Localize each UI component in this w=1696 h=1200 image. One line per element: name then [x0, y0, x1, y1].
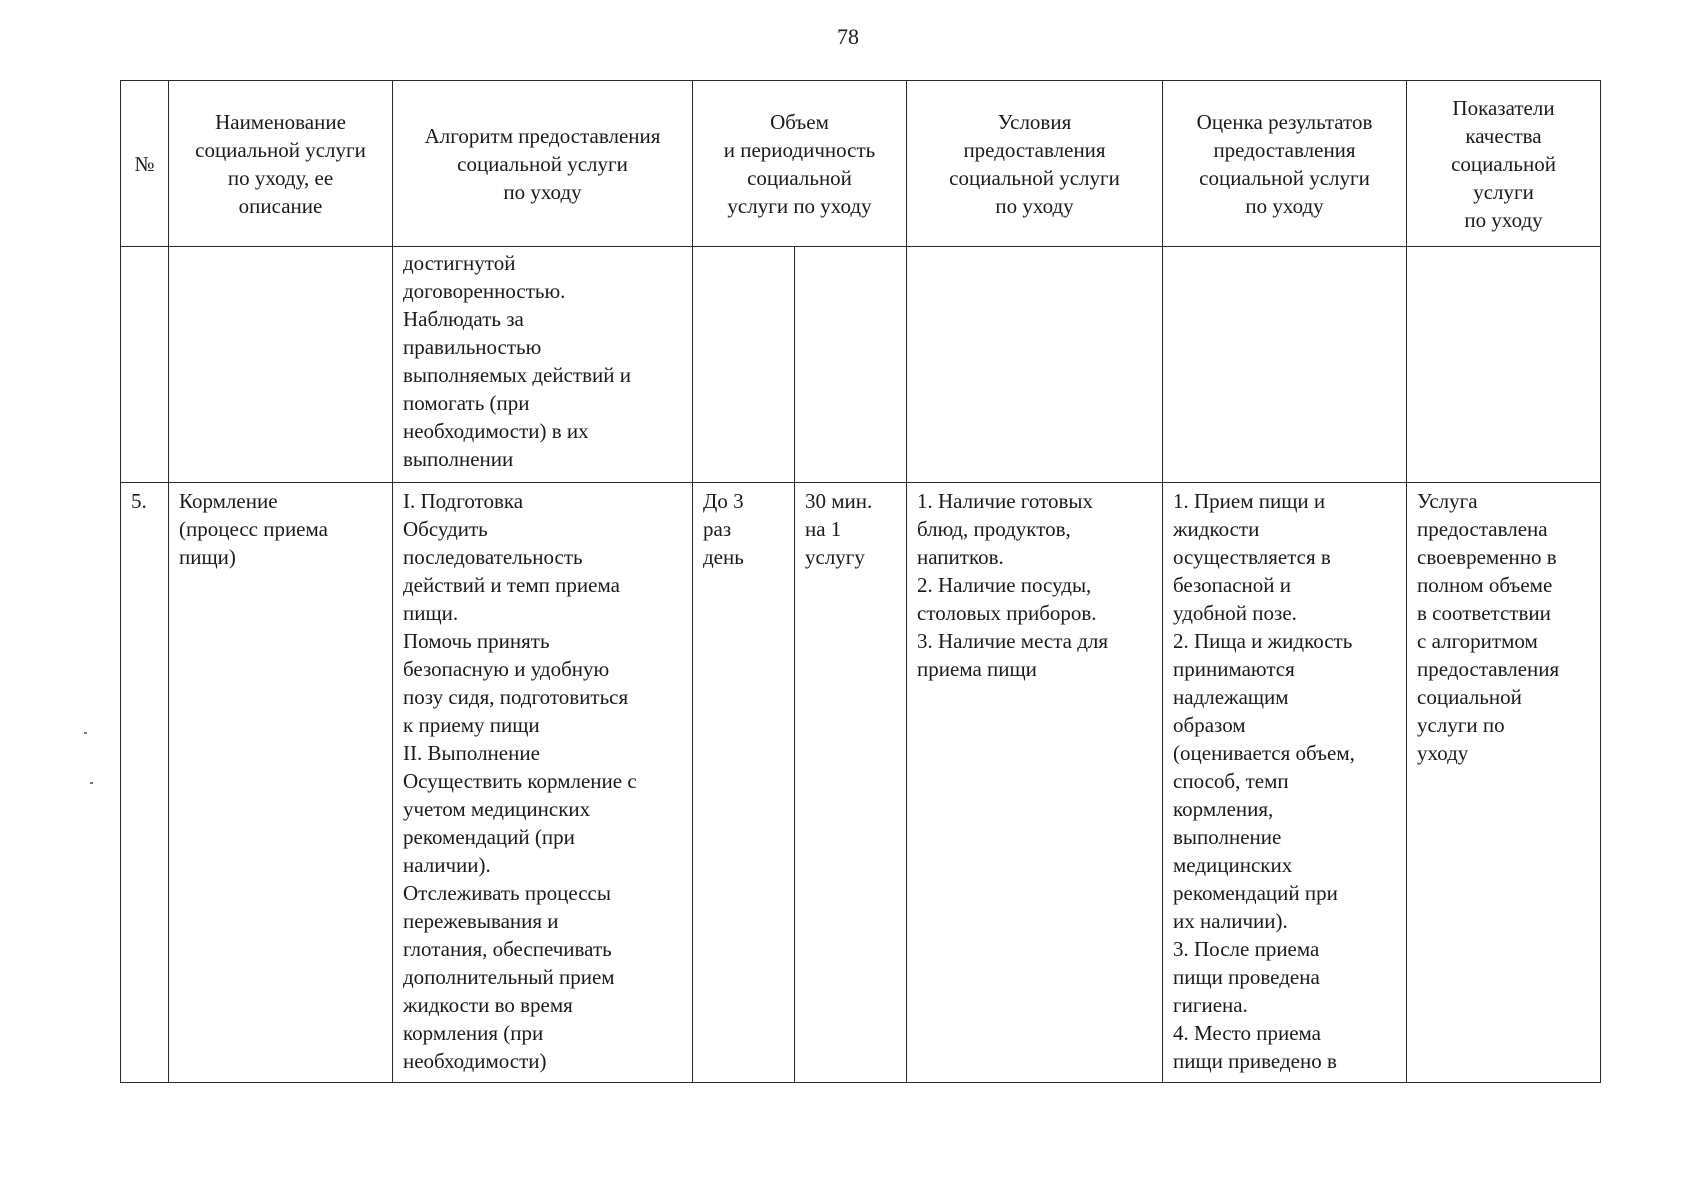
cell-quality [1407, 247, 1601, 483]
header-conditions: Условия предоставления социальной услуги по уходу [907, 81, 1163, 247]
services-table [120, 80, 1601, 1083]
header-row [121, 81, 1601, 247]
table-row [121, 483, 1601, 1083]
cell-num [121, 247, 169, 483]
cell-quality: Услуга предоставлена своевременно в полном объеме в соответствии с алгоритмом предоставления социальной услуги по уходу [1407, 483, 1601, 1083]
cell-evaluation: 1. Прием пищи и жидкости осуществляется в безопасной и удобной позе. 2. Пища и жидкость принимаются надлежащим образом (оценивается объем, способ, темп кормления, выполнение медицинских рекомендаций при их наличии). 3. После приема пищи проведена гигиена. 4. Место приема пищи приведено в [1163, 483, 1407, 1083]
header-quality: Показатели качества социальной услуги по уходу [1407, 81, 1601, 247]
cell-evaluation [1163, 247, 1407, 483]
header-name: Наименование социальной услуги по уходу, ее описание [169, 81, 393, 247]
cell-conditions [907, 247, 1163, 483]
header-volume: Объем и периодичность социальной услуги по уходу [693, 81, 907, 247]
margin-speck [90, 782, 93, 784]
cell-periodicity: 30 мин. на 1 услугу [795, 483, 907, 1083]
header-evaluation: Оценка результатов предоставления социальной услуги по уходу [1163, 81, 1407, 247]
header-num: № [121, 81, 169, 247]
cell-name [169, 247, 393, 483]
margin-speck [84, 732, 87, 734]
header-algorithm: Алгоритм предоставления социальной услуги по уходу [393, 81, 693, 247]
page-number: 78 [837, 24, 859, 49]
cell-volume [693, 247, 795, 483]
cell-periodicity [795, 247, 907, 483]
cell-num: 5. [121, 483, 169, 1083]
cell-name: Кормление (процесс приема пищи) [169, 483, 393, 1083]
cell-volume: До 3 раз день [693, 483, 795, 1083]
cell-algorithm: достигнутой договоренностью. Наблюдать за правильностью выполняемых действий и помогать (при необходимости) в их выполнении [393, 247, 693, 483]
table-row [121, 247, 1601, 483]
cell-conditions: 1. Наличие готовых блюд, продуктов, напитков. 2. Наличие посуды, столовых приборов. 3. Наличие места для приема пищи [907, 483, 1163, 1083]
cell-algorithm: I. Подготовка Обсудить последовательность действий и темп приема пищи. Помочь принять безопасную и удобную позу сидя, подготовиться к приему пищи II. Выполнение Осуществить кормление с учетом медицинских рекомендаций (при наличии). Отслеживать процессы пережевывания и глотания, обеспечивать дополнительный прием жидкости во время кормления (при необходимости) [393, 483, 693, 1083]
